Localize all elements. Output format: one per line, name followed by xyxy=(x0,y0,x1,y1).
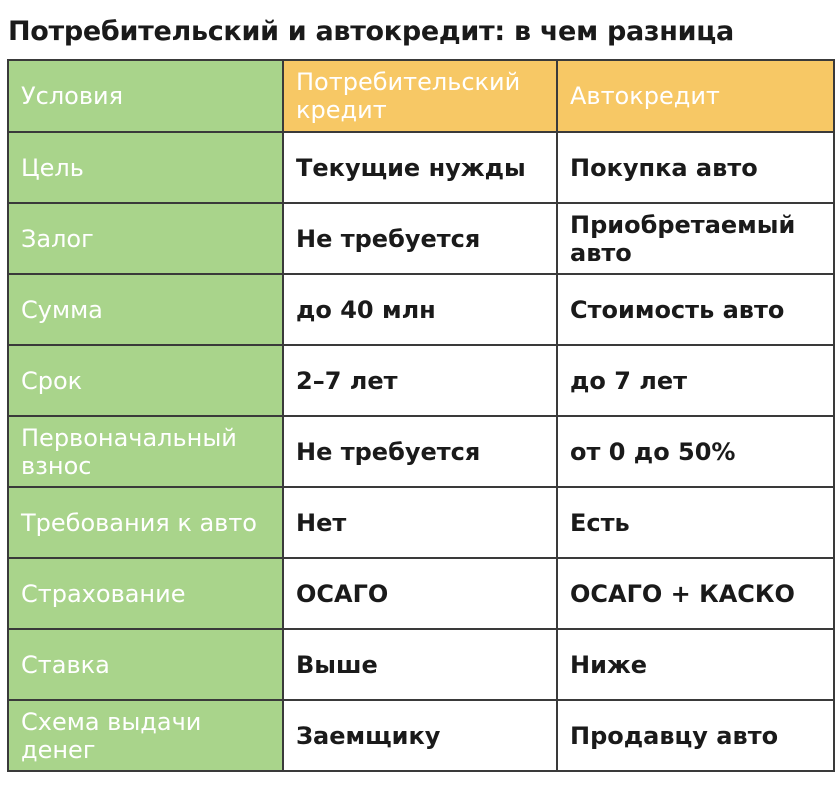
auto-value: Продавцу авто xyxy=(557,700,834,771)
auto-value: Покупка авто xyxy=(557,132,834,203)
header-consumer-credit: Потребительский кредит xyxy=(283,60,557,132)
consumer-value: Текущие нужды xyxy=(283,132,557,203)
table-row xyxy=(8,629,834,700)
table-row xyxy=(8,132,834,203)
consumer-value: Выше xyxy=(283,629,557,700)
comparison-table xyxy=(7,59,835,772)
table-header-row xyxy=(8,60,834,132)
auto-value: Приобретаемый авто xyxy=(557,203,834,274)
consumer-value: Не требуется xyxy=(283,416,557,487)
row-label: Ставка xyxy=(8,629,283,700)
table-row xyxy=(8,345,834,416)
table-row xyxy=(8,487,834,558)
consumer-value: 2–7 лет xyxy=(283,345,557,416)
row-label: Первоначальный взнос xyxy=(8,416,283,487)
row-label: Сумма xyxy=(8,274,283,345)
consumer-value: Заемщику xyxy=(283,700,557,771)
header-conditions: Условия xyxy=(8,60,283,132)
page-title: Потребительский и автокредит: в чем разница xyxy=(8,16,734,47)
auto-value: от 0 до 50% xyxy=(557,416,834,487)
table-row xyxy=(8,203,834,274)
row-label: Страхование xyxy=(8,558,283,629)
auto-value: Стоимость авто xyxy=(557,274,834,345)
row-label: Схема выдачи денег xyxy=(8,700,283,771)
auto-value: Есть xyxy=(557,487,834,558)
auto-value: до 7 лет xyxy=(557,345,834,416)
row-label: Залог xyxy=(8,203,283,274)
row-label: Срок xyxy=(8,345,283,416)
consumer-value: Не требуется xyxy=(283,203,557,274)
consumer-value: Нет xyxy=(283,487,557,558)
table-row xyxy=(8,558,834,629)
auto-value: Ниже xyxy=(557,629,834,700)
table-row xyxy=(8,274,834,345)
consumer-value: до 40 млн xyxy=(283,274,557,345)
table-row xyxy=(8,416,834,487)
table-row xyxy=(8,700,834,771)
row-label: Цель xyxy=(8,132,283,203)
auto-value: ОСАГО + КАСКО xyxy=(557,558,834,629)
consumer-value: ОСАГО xyxy=(283,558,557,629)
header-auto-credit: Автокредит xyxy=(557,60,834,132)
row-label: Требования к авто xyxy=(8,487,283,558)
